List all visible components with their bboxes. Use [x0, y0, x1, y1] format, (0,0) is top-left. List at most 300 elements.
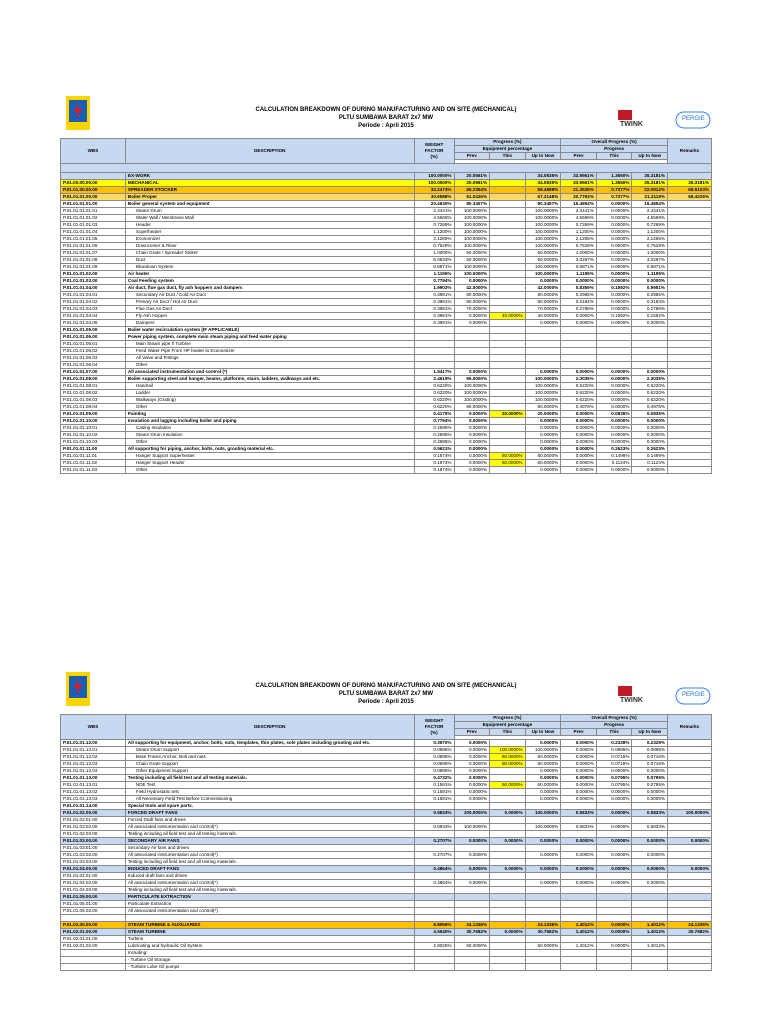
cell-ot: 0.0000%: [596, 299, 632, 306]
cell-p: [454, 887, 490, 894]
cell-wbs: P.01.01.04.01.00: [61, 873, 126, 880]
cell-p: [454, 873, 490, 880]
cell-w: 1.1195%: [414, 271, 454, 278]
cell-w: 0.7529%: [414, 243, 454, 250]
cell-wbs: P.01.01.01.11.02: [61, 460, 126, 467]
cell-ou: [632, 949, 668, 956]
cell-desc: Economizer: [125, 236, 414, 243]
cell-r: [667, 894, 711, 901]
col-this: This: [596, 153, 632, 160]
col-upto: Up to Now: [632, 153, 668, 160]
cell-desc: Boiler Proper: [125, 194, 414, 201]
cell-u: 60.0000%: [525, 460, 561, 467]
cell-p: [454, 956, 490, 963]
cell-t: [490, 376, 526, 383]
cell-p: 0.0000%: [454, 460, 490, 467]
cell-ot: 0.0000%: [596, 257, 632, 264]
cell-t: 80.0000%: [490, 754, 526, 761]
cell-u: [525, 817, 561, 824]
cell-p: 24.1336%: [454, 921, 490, 928]
cell-ou: 0.0000%: [632, 439, 668, 446]
cell-p: 95.0000%: [454, 376, 490, 383]
cell-p: 61.0426%: [454, 194, 490, 201]
col-wbs: WBS: [61, 139, 126, 164]
table-row: [61, 747, 712, 754]
table-row: [61, 383, 712, 390]
cell-t: [490, 201, 526, 208]
cell-ot: 0.0000%: [596, 264, 632, 271]
cell-op: [561, 327, 597, 334]
cell-w: 0.1591%: [414, 782, 454, 789]
cell-u: 0.0000%: [525, 418, 561, 425]
cell-desc: Boiler supporting steel and hanger, beams, platforms, stairs, ladders, walkways and etc.: [125, 376, 414, 383]
cell-w: 0.4864%: [414, 866, 454, 873]
cell-wbs: P.01.01.01.14.00: [61, 803, 126, 810]
cell-t: 80.0000%: [490, 453, 526, 460]
cell-wbs: P.01.01.01.13.00: [61, 775, 126, 782]
cell-w: 0.1591%: [414, 796, 454, 803]
cell-t: 0.0000%: [490, 866, 526, 873]
cell-op: 1.0000%: [561, 250, 597, 257]
cell-ou: 1.4012%: [632, 928, 668, 935]
cell-wbs: P.01.01.01.10.00: [61, 418, 126, 425]
cell-wbs: P.01.01.01.12.04: [61, 768, 126, 775]
cell-ot: [596, 873, 632, 880]
cell-ou: 0.7269%: [632, 222, 668, 229]
cell-op: 0.5833%: [561, 824, 597, 831]
cell-op: 0.0000%: [561, 747, 597, 754]
cell-wbs: P.01.01.01.00.00: [61, 194, 126, 201]
cell-wbs: P.01.01.05.02.00: [61, 908, 126, 915]
table-row: [61, 796, 712, 803]
cell-w: 0.3570%: [414, 740, 454, 747]
cell-ot: 0.0000%: [596, 390, 632, 397]
cell-ou: 0.6871%: [632, 264, 668, 271]
table-row: [61, 313, 712, 320]
cell-u: 0.0000%: [525, 439, 561, 446]
cell-u: 0.0000%: [525, 320, 561, 327]
cell-t: [490, 229, 526, 236]
cell-wbs: P.01.01.01.01.00: [61, 201, 126, 208]
cell-ou: 0.0000%: [632, 866, 668, 873]
cell-op: [561, 963, 597, 970]
cell-ot: 0.0000%: [596, 383, 632, 390]
cell-op: 0.0000%: [561, 278, 597, 285]
cell-r: [667, 775, 711, 782]
cell-desc: INDUCED DRAFT FANS: [125, 866, 414, 873]
cell-desc: Special tools and spare parts.: [125, 803, 414, 810]
cell-wbs: P.01.01.01.01.06: [61, 243, 126, 250]
cell-r: [667, 362, 711, 369]
cell-op: 0.6220%: [561, 397, 597, 404]
cell-op: 0.0000%: [561, 460, 597, 467]
cell-ot: 0.0795%: [596, 782, 632, 789]
cell-t: [490, 425, 526, 432]
table-row: [61, 243, 712, 250]
cell-p: 0.0000%: [454, 761, 490, 768]
table-row: [61, 831, 712, 838]
cell-r: 24.1336%: [667, 921, 711, 928]
cell-p: 100.0000%: [454, 264, 490, 271]
cell-w: 4.5569%: [414, 215, 454, 222]
cell-r: 0.0000%: [667, 866, 711, 873]
cell-ou: 0.0895%: [632, 747, 668, 754]
cell-ou: 0.6220%: [632, 390, 668, 397]
cell-p: 65.2354%: [454, 187, 490, 194]
project-title: PLTU SUMBAWA BARAT 2x7 MW: [338, 115, 434, 121]
cell-ot: [596, 887, 632, 894]
cell-w: 0.5621%: [414, 446, 454, 453]
cell-p: 0.0000%: [454, 313, 490, 320]
cell-t: [490, 390, 526, 397]
table-row: [61, 397, 712, 404]
cell-op: [561, 894, 597, 901]
cell-ou: 2.3035%: [632, 376, 668, 383]
cell-op: 0.0000%: [561, 425, 597, 432]
cell-u: 0.0000%: [525, 838, 561, 845]
cell-wbs: P.01.01.02.02.00: [61, 824, 126, 831]
cell-u: 50.0000%: [525, 782, 561, 789]
cell-op: [561, 901, 597, 908]
cell-t: 50.0000%: [490, 782, 526, 789]
cell-wbs: P.01.01.03.00.00: [61, 838, 126, 845]
cell-t: [490, 467, 526, 474]
cell-u: 34.0835%: [525, 173, 561, 180]
cell-r: [667, 222, 711, 229]
cell-r: [667, 845, 711, 852]
cell-ot: 0.1592%: [596, 313, 632, 320]
cell-ou: 0.5833%: [632, 810, 668, 817]
cell-ou: 1.4012%: [632, 942, 668, 949]
cell-p: 42.0000%: [454, 285, 490, 292]
cell-op: 16.4854%: [561, 201, 597, 208]
cell-wbs: P.01.01.01.01.09: [61, 264, 126, 271]
cell-p: [454, 362, 490, 369]
cell-ou: [632, 859, 668, 866]
cell-r: [667, 313, 711, 320]
cell-r: [667, 432, 711, 439]
cell-p: 0.0000%: [454, 446, 490, 453]
table-row: [61, 194, 712, 201]
cell-r: [667, 285, 711, 292]
cell-u: 0.0000%: [525, 866, 561, 873]
cell-ot: [596, 334, 632, 341]
cell-r: 68.5103%: [667, 187, 711, 194]
table-row: [61, 285, 712, 292]
cell-t: [490, 887, 526, 894]
col-remarks: Remarks: [667, 715, 711, 740]
cell-op: 2.4441%: [561, 208, 597, 215]
pergie-logo-text: PERGIE: [682, 692, 705, 698]
col-overall-progress: Progress: [561, 722, 668, 729]
cell-r: [667, 334, 711, 341]
col-remarks: Remarks: [667, 139, 711, 164]
cell-p: [454, 915, 490, 922]
cell-ot: [596, 915, 632, 922]
cell-op: [561, 362, 597, 369]
cell-w: [414, 845, 454, 852]
cell-u: 80.3457%: [525, 201, 561, 208]
cell-wbs: P.01.01.01.04.02: [61, 299, 126, 306]
cell-t: 0.0000%: [490, 838, 526, 845]
cell-op: 0.0000%: [561, 740, 597, 747]
cell-op: 0.0000%: [561, 418, 597, 425]
cell-ou: [632, 831, 668, 838]
cell-desc: Main Steam pipe f/ Turbine: [125, 341, 414, 348]
cell-r: [667, 278, 711, 285]
cell-r: [667, 963, 711, 970]
cell-desc: Steam Drum Support: [125, 747, 414, 754]
cell-u: 70.0000%: [525, 306, 561, 313]
cell-desc: All associated instrumentation and control(*): [125, 908, 414, 915]
cell-wbs: P.01.01.01.03.00: [61, 278, 126, 285]
table-row: [61, 180, 712, 187]
cell-p: 0.0000%: [454, 320, 490, 327]
cell-ot: 0.0895%: [596, 747, 632, 754]
col-prev: Prev: [561, 729, 597, 736]
cell-op: 20.7763%: [561, 194, 597, 201]
col-overall: Overall Progress (%): [561, 715, 668, 722]
cell-wbs: P.01.01.03.01.00: [61, 845, 126, 852]
cell-w: [414, 963, 454, 970]
cell-ot: 0.0000%: [596, 880, 632, 887]
cell-w: 0.7794%: [414, 278, 454, 285]
cell-r: [667, 873, 711, 880]
cell-ot: [596, 348, 632, 355]
table-row: [61, 215, 712, 222]
cell-ot: [596, 327, 632, 334]
cell-r: [667, 201, 711, 208]
cell-ou: 0.0000%: [632, 796, 668, 803]
cell-t: 40.0000%: [490, 313, 526, 320]
cell-wbs: P.01.01.04.03.00: [61, 887, 126, 894]
cell-op: 0.2985%: [561, 292, 597, 299]
cell-desc: All Necessary Field Test Before Commissioning: [125, 796, 414, 803]
cell-w: 0.1874%: [414, 453, 454, 460]
cell-p: 0.0000%: [454, 467, 490, 474]
cell-op: 0.0000%: [561, 775, 597, 782]
twink-logo-text: TWINK: [620, 121, 643, 128]
cell-u: 30.7682%: [525, 928, 561, 935]
cell-wbs: P.01.01.01.01.02: [61, 215, 126, 222]
cell-u: [525, 831, 561, 838]
cell-ou: 3.0267%: [632, 257, 668, 264]
cell-ot: 0.0000%: [596, 789, 632, 796]
table-body-2: [61, 740, 712, 971]
cell-p: 0.0000%: [454, 439, 490, 446]
cell-w: [414, 915, 454, 922]
table-body-1: [61, 164, 712, 474]
cell-p: 0.0000%: [454, 880, 490, 887]
cell-w: 0.6220%: [414, 397, 454, 404]
cell-r: [667, 915, 711, 922]
cell-wbs: P.01.01.01.10.02: [61, 432, 126, 439]
table-row: [61, 222, 712, 229]
cell-op: [561, 915, 597, 922]
table-row: [61, 355, 712, 362]
cell-p: 100.0000%: [454, 810, 490, 817]
cell-desc: Lubricating and hydraulic Oil System: [125, 942, 414, 949]
cell-p: [454, 908, 490, 915]
cell-op: 0.0000%: [561, 754, 597, 761]
cell-t: [490, 250, 526, 257]
cell-ou: 0.0000%: [632, 467, 668, 474]
cell-r: [667, 908, 711, 915]
cell-r: [667, 208, 711, 215]
cell-wbs: P.01.01.01.04.04: [61, 313, 126, 320]
cell-op: 0.0000%: [561, 761, 597, 768]
cell-p: 50.0000%: [454, 257, 490, 264]
cell-op: 0.3184%: [561, 299, 597, 306]
cell-r: [667, 320, 711, 327]
cell-wbs: P.01.01.01.09.00: [61, 411, 126, 418]
cell-op: [561, 817, 597, 824]
cell-op: 0.0000%: [561, 320, 597, 327]
table-row: [61, 187, 712, 194]
cell-p: [454, 901, 490, 908]
cell-p: 100.0000%: [454, 271, 490, 278]
cell-ou: [632, 817, 668, 824]
cell-ot: 0.0000%: [596, 810, 632, 817]
cell-op: 0.7269%: [561, 222, 597, 229]
table-row: [61, 894, 712, 901]
cell-t: [490, 796, 526, 803]
cell-desc: Handrail: [125, 383, 414, 390]
cell-p: 50.0000%: [454, 942, 490, 949]
cell-u: 100.0000%: [525, 747, 561, 754]
cell-p: [454, 817, 490, 824]
cell-ou: 2.4441%: [632, 208, 668, 215]
cell-wbs: P.01.01.01.01.08: [61, 257, 126, 264]
cell-r: [667, 439, 711, 446]
cell-w: [414, 908, 454, 915]
cell-op: 0.6220%: [561, 383, 597, 390]
cell-r: [667, 236, 711, 243]
cell-t: [490, 956, 526, 963]
cell-u: [525, 956, 561, 963]
cell-w: [414, 956, 454, 963]
table-row: [61, 257, 712, 264]
cell-w: 0.4864%: [414, 880, 454, 887]
cell-u: 100.0000%: [525, 397, 561, 404]
cell-ou: 0.0795%: [632, 782, 668, 789]
cell-t: [490, 740, 526, 747]
cell-desc: Testing including all field test and all testing materials.: [125, 887, 414, 894]
table-row: [61, 369, 712, 376]
cell-desc: Downcomer & Riser: [125, 243, 414, 250]
cell-p: [454, 803, 490, 810]
cell-w: 1.1200%: [414, 229, 454, 236]
cell-p: 0.0000%: [454, 796, 490, 803]
cell-ot: [596, 949, 632, 956]
cell-r: [667, 817, 711, 824]
cell-r: [667, 852, 711, 859]
cell-ot: 0.0000%: [596, 928, 632, 935]
cell-u: 20.0000%: [525, 411, 561, 418]
cell-t: [490, 789, 526, 796]
cell-wbs: P.01.01.01.13.01: [61, 782, 126, 789]
cell-ot: 0.0716%: [596, 761, 632, 768]
cell-ot: 0.0000%: [596, 921, 632, 928]
cell-desc: STEAM TURBINE: [125, 928, 414, 935]
cell-desc: All supporting for equipment, anchor, bolts, nuts, templates, thin plates, sole plates including grouting and etc.: [125, 740, 414, 747]
cell-t: 80.0000%: [490, 761, 526, 768]
cell-r: [667, 803, 711, 810]
table-row: [61, 390, 712, 397]
cell-ou: 0.7529%: [632, 243, 668, 250]
cell-w: 20.4630%: [414, 201, 454, 208]
cell-ot: 0.0000%: [596, 320, 632, 327]
cell-t: [490, 222, 526, 229]
cell-r: [667, 949, 711, 956]
cell-t: [490, 768, 526, 775]
cell-w: [414, 341, 454, 348]
cell-ou: 0.1124%: [632, 460, 668, 467]
cell-ot: 0.0000%: [596, 397, 632, 404]
table-row: [61, 250, 712, 257]
cell-w: 100.0000%: [414, 173, 454, 180]
cell-ou: [632, 327, 668, 334]
table-row: [61, 432, 712, 439]
cell-ot: [596, 956, 632, 963]
table-row: [61, 838, 712, 845]
table-row: [61, 887, 712, 894]
table-row: [61, 348, 712, 355]
cell-desc: Boiler water recirculation system (IF APPLICABLE): [125, 327, 414, 334]
cell-ot: 0.0000%: [596, 824, 632, 831]
table-row: [61, 306, 712, 313]
cell-r: [667, 250, 711, 257]
cell-desc: PARTICULATE EXTRACTION: [125, 894, 414, 901]
cell-w: 2.1265%: [414, 236, 454, 243]
cell-desc: Hanger Support Superheater: [125, 453, 414, 460]
cell-desc: Dampers: [125, 320, 414, 327]
cell-w: 0.5833%: [414, 824, 454, 831]
cell-p: 0.0000%: [454, 432, 490, 439]
cell-w: 0.5833%: [414, 810, 454, 817]
cell-r: [667, 369, 711, 376]
cell-op: 0.0000%: [561, 852, 597, 859]
cell-p: [454, 949, 490, 956]
cell-wbs: P.01.01.01.08.02: [61, 390, 126, 397]
report-title: CALCULATION BREAKDOWN OF DURING MANUFACTURING AND ON SITE (MECHANICAL): [255, 107, 517, 113]
cell-w: 0.7269%: [414, 222, 454, 229]
cell-op: 0.0000%: [561, 866, 597, 873]
cell-desc: Flue Gas Air Duct: [125, 306, 414, 313]
cell-w: [414, 901, 454, 908]
cell-r: [667, 754, 711, 761]
cell-ou: [632, 803, 668, 810]
cell-ot: [596, 908, 632, 915]
col-equipment: Equipment percentage: [454, 146, 561, 153]
cell-ot: 0.0000%: [596, 404, 632, 411]
col-this: This: [490, 729, 526, 736]
cell-p: 100.0000%: [454, 397, 490, 404]
cell-p: 0.0000%: [454, 852, 490, 859]
cell-u: 0.0000%: [525, 852, 561, 859]
cell-desc: Secondary Air Duct / Cold Air Duct: [125, 292, 414, 299]
cell-u: 0.0000%: [525, 740, 561, 747]
cell-ou: 0.6220%: [632, 397, 668, 404]
cell-r: 35.3181%: [667, 180, 711, 187]
cell-p: 0.0000%: [454, 789, 490, 796]
cell-ot: 0.0000%: [596, 467, 632, 474]
cell-wbs: P.01.01.01.04.01: [61, 292, 126, 299]
cell-t: [490, 299, 526, 306]
cell-p: 0.0000%: [454, 775, 490, 782]
table-row: [61, 921, 712, 928]
company-logos: [616, 684, 712, 710]
